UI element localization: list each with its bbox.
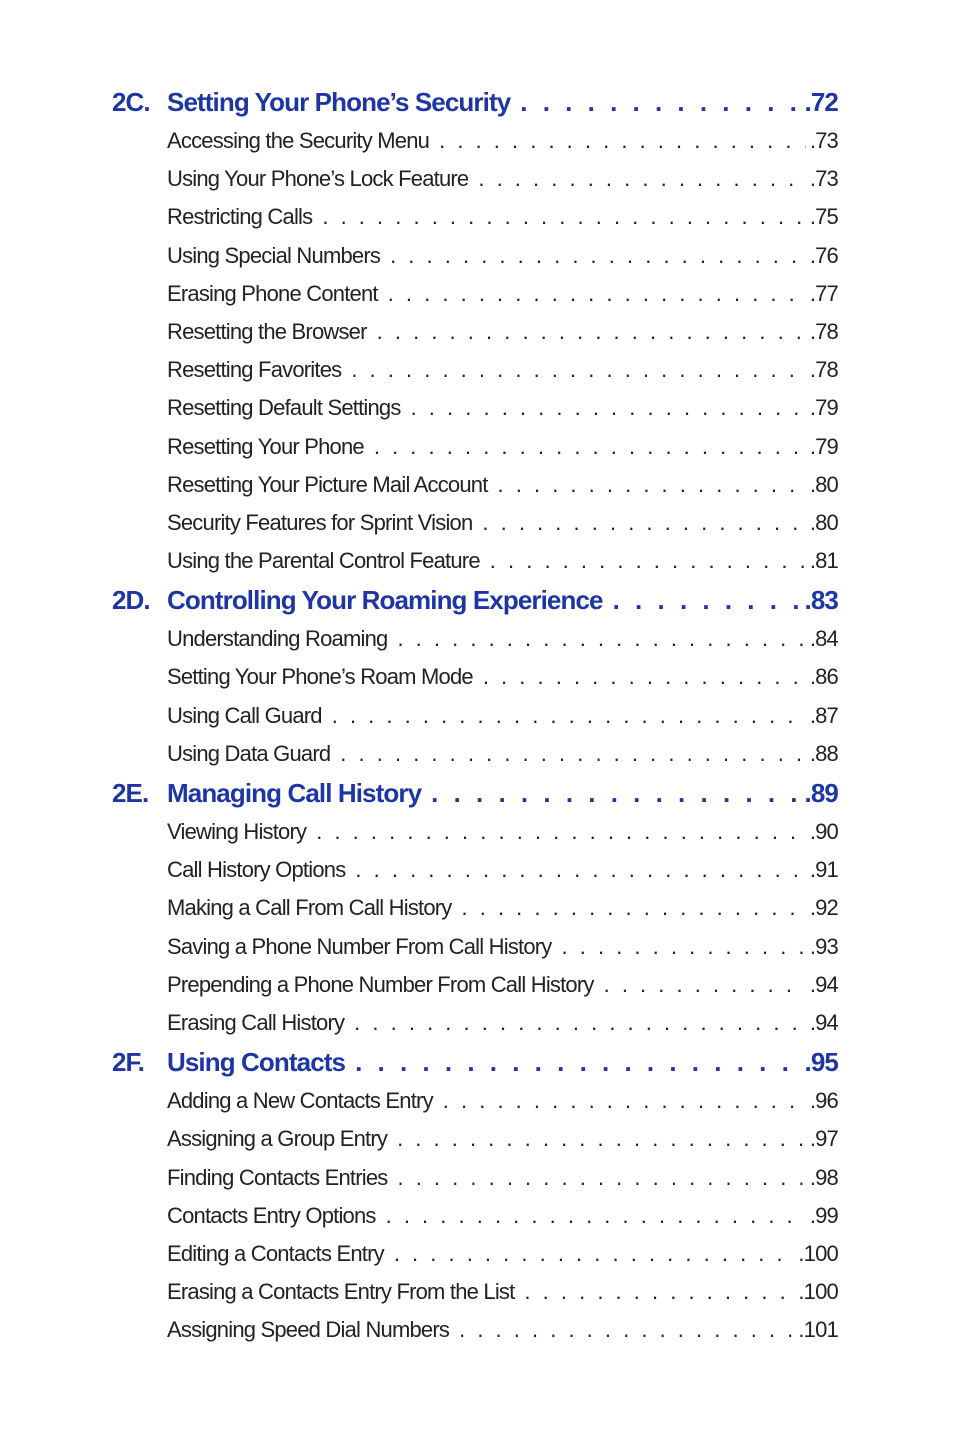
entry-title: Using Data Guard [167,740,331,766]
toc-entry[interactable] [167,1197,838,1235]
entry-title: Resetting Your Picture Mail Account [167,471,488,497]
toc-entry[interactable] [167,851,838,889]
dot-leader [562,928,806,966]
toc-entry[interactable] [167,1120,838,1158]
dot-leader [377,313,806,351]
entry-page-number: .100 [798,1240,838,1266]
section-page-number: .83 [804,585,838,616]
section-page-number: .72 [804,87,838,117]
entry-page-number: .79 [809,395,838,421]
entry-page-number: .92 [809,895,838,921]
toc-entry[interactable] [167,1311,838,1349]
entry-title: Resetting Favorites [167,357,342,383]
entry-page-number: .90 [809,819,838,844]
dot-leader [351,351,805,389]
dot-leader [462,889,806,927]
dot-leader [483,658,806,696]
dot-leader [443,1082,806,1120]
entry-page-number: .80 [809,471,838,497]
entry-page-number: .87 [809,702,838,728]
entry-page-number: .80 [809,509,838,535]
toc-entry[interactable] [167,1082,838,1120]
entry-page-number: .99 [809,1202,838,1228]
entry-title: Resetting Default Settings [167,395,401,421]
dot-leader [390,237,806,275]
entry-page-number: .94 [809,1009,838,1035]
section-number: 2F. [112,1047,144,1078]
entry-page-number: .93 [809,933,838,959]
toc-entry[interactable] [167,658,838,696]
entry-page-number: .75 [809,204,838,230]
entry-page-number: .86 [809,664,838,690]
dot-leader [397,620,805,658]
dot-leader [354,1004,806,1042]
dot-leader [397,1120,806,1158]
dot-leader [490,542,806,580]
entry-page-number: .91 [809,857,838,883]
entry-title: Accessing the Security Menu [167,128,430,153]
dot-leader [604,966,806,1004]
entry-title: Restricting Calls [167,204,313,230]
entry-title: Viewing History [167,819,307,844]
entry-page-number: .97 [809,1126,838,1152]
toc-entry[interactable] [167,542,838,580]
toc-entry[interactable] [167,889,838,927]
dot-leader [394,1235,795,1273]
dot-leader [482,504,805,542]
toc-entry[interactable] [167,1159,838,1197]
entry-title: Contacts Entry Options [167,1202,376,1228]
section-heading[interactable] [112,82,838,122]
section-number: 2D. [112,585,150,616]
dot-leader [386,1197,806,1235]
dot-leader [439,122,806,160]
toc-entry[interactable] [167,966,838,1004]
entry-title: Setting Your Phone’s Roam Mode [167,664,473,690]
entry-title: Assigning Speed Dial Numbers [167,1317,450,1343]
entry-page-number: .94 [809,971,838,997]
entry-page-number: .77 [809,280,838,306]
toc-entry[interactable] [167,275,838,313]
dot-leader [316,813,806,851]
section-title: Using Contacts [167,1047,346,1078]
entry-title: Adding a New Contacts Entry [167,1088,433,1114]
entry-title: Erasing Phone Content [167,280,378,306]
entry-title: Prepending a Phone Number From Call History [167,971,594,997]
toc-entry[interactable] [167,237,838,275]
entry-page-number: .100 [798,1279,838,1305]
entry-page-number: .78 [809,318,838,344]
entry-title: Saving a Phone Number From Call History [167,933,552,959]
entry-title: Making a Call From Call History [167,895,452,921]
entry-page-number: .76 [809,242,838,268]
dot-leader [355,851,805,889]
dot-leader [355,1042,800,1082]
entry-page-number: .81 [809,548,838,574]
entry-title: Security Features for Sprint Vision [167,509,473,535]
entry-title: Assigning a Group Entry [167,1126,388,1152]
entry-page-number: .73 [809,128,838,153]
entry-page-number: .88 [809,740,838,766]
dot-leader [332,697,806,735]
section-title: Setting Your Phone’s Security [167,87,511,117]
toc-entry[interactable] [167,1004,838,1042]
toc-entry[interactable] [167,351,838,389]
dot-leader [340,735,806,773]
toc-entry[interactable] [167,813,838,851]
entry-title: Call History Options [167,857,346,883]
toc-entry[interactable] [167,1273,838,1311]
entry-title: Using Your Phone’s Lock Feature [167,166,469,192]
toc-entry[interactable] [167,928,838,966]
section-number: 2E. [112,778,149,808]
dot-leader [478,160,805,198]
section-page-number: .95 [804,1047,838,1078]
entry-page-number: .84 [809,626,838,652]
entry-page-number: .79 [809,433,838,459]
dot-leader [498,466,806,504]
dot-leader [388,275,806,313]
dot-leader [613,580,801,620]
section-heading[interactable] [112,773,838,813]
section-heading[interactable] [112,580,838,620]
toc-entry[interactable] [167,198,838,236]
entry-title: Editing a Contacts Entry [167,1240,384,1266]
toc-entry[interactable] [167,697,838,735]
dot-leader [411,389,806,427]
entry-title: Finding Contacts Entries [167,1164,388,1190]
entry-title: Resetting Your Phone [167,433,364,459]
toc-entry[interactable] [167,313,838,351]
toc-entry[interactable] [167,428,838,466]
entry-page-number: .98 [809,1164,838,1190]
toc-entry[interactable] [167,735,838,773]
entry-title: Resetting the Browser [167,318,367,344]
section-title: Controlling Your Roaming Experience [167,585,603,616]
entry-page-number: .101 [798,1317,838,1343]
table-of-contents [112,82,838,1349]
entry-title: Erasing a Contacts Entry From the List [167,1279,515,1305]
toc-entry[interactable] [167,122,838,160]
toc-entry[interactable] [167,620,838,658]
entry-title: Using Special Numbers [167,242,381,268]
section-heading[interactable] [112,1042,838,1082]
dot-leader [459,1311,794,1349]
entry-page-number: .73 [809,166,838,192]
entry-title: Using the Parental Control Feature [167,548,480,574]
toc-entry[interactable] [167,160,838,198]
dot-leader [397,1159,805,1197]
dot-leader [431,773,800,813]
toc-entry[interactable] [167,466,838,504]
section-title: Managing Call History [167,778,422,808]
toc-entry[interactable] [167,1235,838,1273]
section-number: 2C. [112,87,150,117]
dot-leader [374,428,806,466]
entry-title: Using Call Guard [167,702,322,728]
toc-entry[interactable] [167,389,838,427]
section-page-number: .89 [804,778,838,808]
dot-leader [524,1273,794,1311]
entry-page-number: .96 [809,1088,838,1114]
entry-title: Understanding Roaming [167,626,388,652]
toc-entry[interactable] [167,504,838,542]
dot-leader [322,198,805,236]
entry-page-number: .78 [809,357,838,383]
entry-title: Erasing Call History [167,1009,345,1035]
dot-leader [520,82,800,122]
